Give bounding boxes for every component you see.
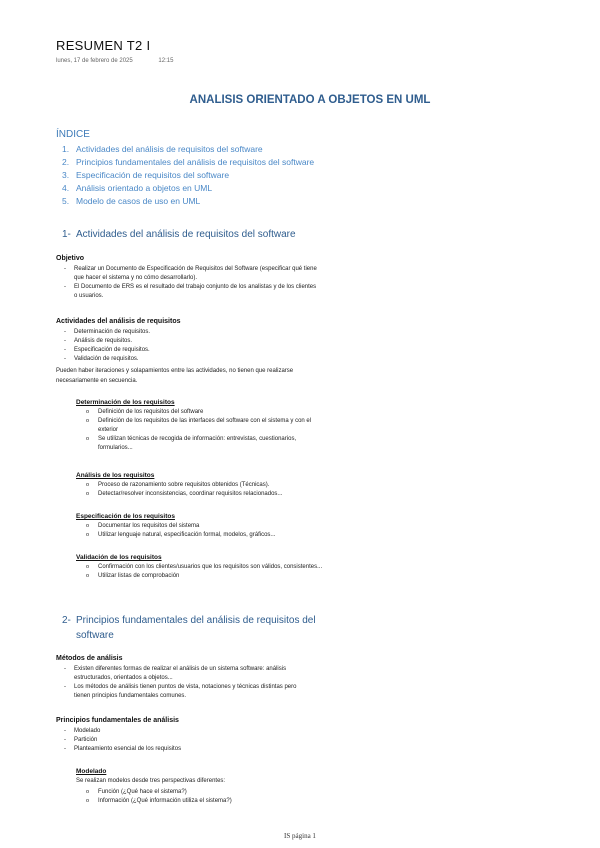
validacion-heading: Validación de los requisitos xyxy=(76,554,162,561)
determinacion-list xyxy=(86,408,311,453)
list-item: - Realizar un Documento de Especificación de Requisitos del Software (especificar qué tiene que hacer el sistema y no cómo desarrollarlo). xyxy=(64,265,317,283)
modelado-list xyxy=(86,788,232,806)
list-item: - Modelado xyxy=(64,727,181,736)
page-meta xyxy=(56,58,197,64)
principios-heading: Principios fundamentales de análisis xyxy=(56,717,179,724)
metodos-heading: Métodos de análisis xyxy=(56,655,123,662)
especificacion-heading: Especificación de los requisitos xyxy=(76,513,175,520)
list-item: o Utilizar listas de comprobación xyxy=(86,572,322,581)
especificacion-list xyxy=(86,522,275,540)
document-heading: ANALISIS ORIENTADO A OBJETOS EN UML xyxy=(189,94,431,106)
objetivo-list xyxy=(64,265,317,301)
analisis-list xyxy=(86,481,282,499)
index-item[interactable]: 2. Principios fundamentales del análisis de requisitos del software xyxy=(62,157,315,167)
list-item: o Proceso de razonamiento sobre requisitos obtenidos (Técnicas). xyxy=(86,481,282,490)
list-item: - Los métodos de análisis tienen puntos de vista, notaciones y técnicas distintas pero tienen principios fundamentales comunes. xyxy=(64,683,296,701)
section-2-heading: 2- Principios fundamentales del análisis de requisitos del software xyxy=(62,615,316,641)
validacion-list xyxy=(86,563,322,581)
actividades-note: Pueden haber iteraciones y solapamientos entre las actividades, no tienen que realizarse xyxy=(56,368,294,374)
modelado-intro: Se realizan modelos desde tres perspectivas diferentes: xyxy=(76,778,226,784)
list-item: o Se utilizan técnicas de recogida de información: entrevistas, cuestionarios, formularios... xyxy=(86,435,311,453)
list-item: o Definición de los requisitos del software xyxy=(86,408,311,417)
index-item[interactable]: 1. Actividades del análisis de requisitos del software xyxy=(62,144,263,154)
list-item: o Función (¿Qué hace el sistema?) xyxy=(86,788,232,797)
page-title: RESUMEN T2 I xyxy=(56,38,151,53)
index-item[interactable]: 3. Especificación de requisitos del software xyxy=(62,170,230,180)
actividades-heading: Actividades del análisis de requisitos xyxy=(56,318,181,325)
metodos-list xyxy=(64,665,296,701)
list-item: - El Documento de ERS es el resultado del trabajo conjunto de los analistas y de los clientes o usuarios. xyxy=(64,283,317,301)
list-item: o Detectar/resolver inconsistencias, coordinar requisitos relacionados... xyxy=(86,490,282,499)
list-item: - Validación de requisitos. xyxy=(64,355,150,364)
actividades-note: necesariamente en secuencia. xyxy=(56,378,138,384)
section-1-heading: 1- Actividades del análisis de requisitos del software xyxy=(62,229,296,240)
page-footer: IS página 1 xyxy=(284,832,316,840)
list-item: - Existen diferentes formas de realizar el análisis de un sistema software: análisis estructurados, orientados a objetos... xyxy=(64,665,296,683)
list-item: - Determinación de requisitos. xyxy=(64,328,150,337)
index-item[interactable]: 5. Modelo de casos de uso en UML xyxy=(62,196,201,206)
list-item: - Planteamiento esencial de los requisitos xyxy=(64,745,181,754)
actividades-list xyxy=(64,328,150,364)
modelado-heading: Modelado xyxy=(76,768,107,775)
principios-list xyxy=(64,727,181,754)
list-item: o Información (¿Qué información utiliza el sistema?) xyxy=(86,797,232,806)
list-item: o Utilizar lenguaje natural, especificación formal, modelos, gráficos... xyxy=(86,531,275,540)
index-item[interactable]: 4. Análisis orientado a objetos en UML xyxy=(62,183,213,193)
index-heading: ÍNDICE xyxy=(56,129,90,140)
list-item: o Definición de los requisitos de las interfaces del software con el sistema y con el exterior xyxy=(86,417,311,435)
list-item: - Partición xyxy=(64,736,181,745)
page-date: lunes, 17 de febrero de 2025 xyxy=(56,58,133,64)
determinacion-heading: Determinación de los requisitos xyxy=(76,399,175,406)
list-item: - Especificación de requisitos. xyxy=(64,346,150,355)
index-list xyxy=(62,143,314,208)
objetivo-heading: Objetivo xyxy=(56,255,85,262)
analisis-heading: Análisis de los requisitos xyxy=(76,472,155,479)
list-item: o Documentar los requisitos del sistema xyxy=(86,522,275,531)
page-time: 12:15 xyxy=(158,58,174,64)
list-item: o Confirmación con los clientes/usuarios que los requisitos son válidos, consistentes... xyxy=(86,563,322,572)
list-item: - Análisis de requisitos. xyxy=(64,337,150,346)
